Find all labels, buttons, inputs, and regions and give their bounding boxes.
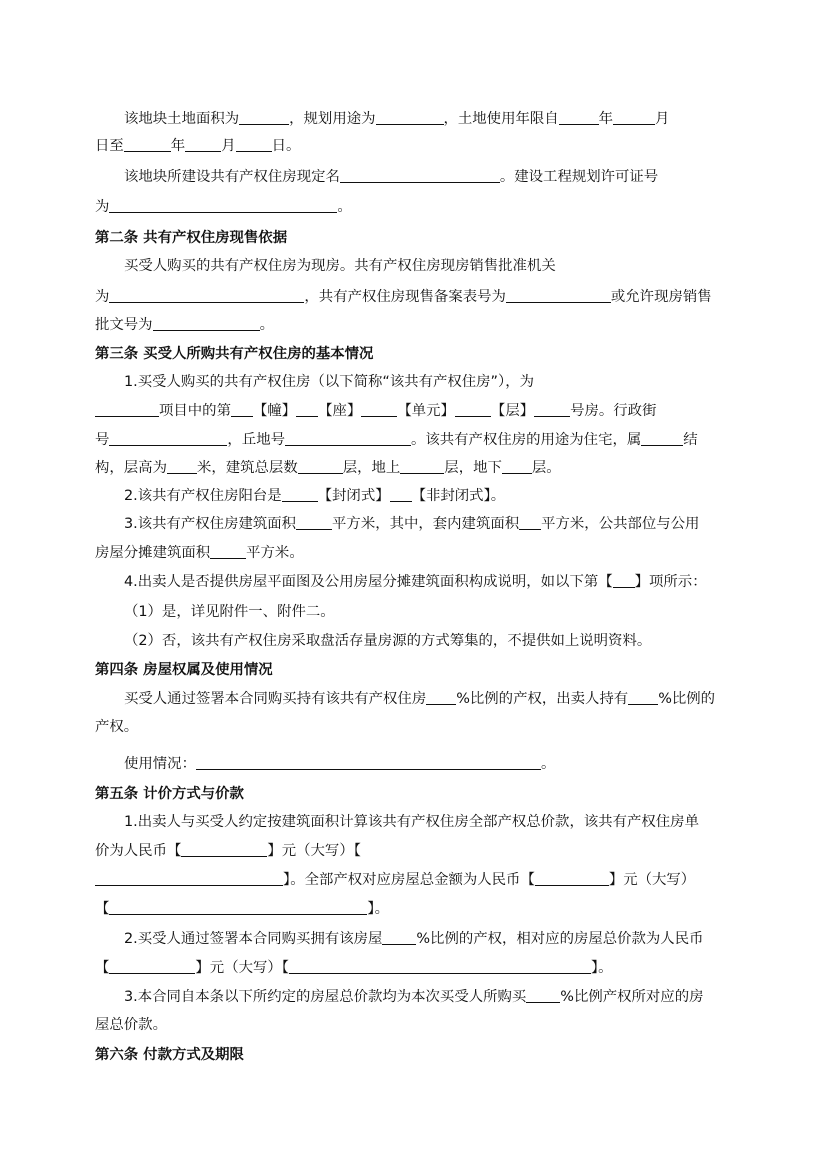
text-segment: 【层】 (490, 403, 535, 419)
fill-in-blank[interactable] (196, 754, 541, 770)
fill-in-blank[interactable] (526, 987, 560, 1003)
text-segment: 2.该共有产权住房阳台是 (124, 488, 282, 504)
fill-in-blank[interactable] (109, 958, 195, 974)
contract-line (95, 1014, 167, 1036)
fill-in-blank[interactable] (390, 486, 412, 502)
fill-in-blank[interactable] (400, 458, 444, 474)
fill-in-blank[interactable] (239, 109, 289, 125)
text-segment: 层。 (531, 460, 561, 476)
fill-in-blank[interactable] (535, 870, 609, 886)
contract-line (124, 571, 707, 593)
text-segment: 月 (221, 138, 236, 154)
text-segment: 产权。 (95, 719, 139, 735)
fill-in-blank[interactable] (124, 136, 171, 152)
text-segment: 构，层高为 (95, 460, 167, 476)
contract-line (95, 716, 138, 738)
fill-in-blank[interactable] (340, 167, 500, 183)
fill-in-blank[interactable] (289, 958, 591, 974)
text-segment: 号 (95, 432, 110, 448)
text-segment: 。 (259, 317, 274, 333)
text-segment: 为 (95, 289, 110, 305)
fill-in-blank[interactable] (109, 899, 367, 915)
text-segment: 1.买受人购买的共有产权住房（以下简称“该共有产权住房”），为 (124, 374, 534, 390)
contract-line (95, 314, 274, 336)
text-segment: 批文号为 (95, 317, 153, 333)
fill-in-blank[interactable] (185, 136, 221, 152)
contract-line (124, 753, 555, 775)
fill-in-blank[interactable] (641, 430, 683, 446)
text-segment: 【非封闭式】。 (411, 488, 506, 504)
fill-in-blank[interactable] (282, 486, 318, 502)
text-segment: 】元（大写）【 (267, 843, 361, 859)
contract-line (95, 840, 361, 862)
text-segment: 年 (170, 138, 186, 154)
text-segment: 该地块土地面积为 (124, 111, 240, 127)
text-segment: 。 (540, 756, 556, 772)
text-segment: 平方米。 (246, 545, 304, 561)
text-segment: %比例的 (658, 691, 716, 707)
text-segment: 。该共有产权住房的用途为住宅，属 (410, 432, 642, 448)
contract-line (124, 811, 699, 833)
text-segment: （1）是，详见附件一、附件二。 (124, 604, 335, 620)
fill-in-blank[interactable] (382, 929, 416, 945)
text-segment: 2.买受人通过签署本合同购买拥有该房屋 (124, 931, 383, 947)
fill-in-blank[interactable] (181, 841, 267, 857)
fill-in-blank[interactable] (519, 514, 541, 530)
text-segment: 第三条 买受人所购共有产权住房的基本情况 (95, 346, 374, 362)
contract-line (95, 898, 389, 920)
text-segment: 房屋分摊建筑面积 (95, 545, 211, 561)
text-segment: 3.该共有产权住房建筑面积 (124, 516, 297, 532)
fill-in-blank[interactable] (296, 514, 332, 530)
contract-line (124, 928, 703, 950)
text-segment: 】。全部产权对应房屋总金额为人民币【 (283, 872, 535, 888)
contract-line (124, 688, 715, 710)
text-segment: ，规划用途为 (289, 111, 376, 127)
fill-in-blank[interactable] (361, 401, 397, 417)
text-segment: 】。 (367, 901, 389, 917)
contract-line (95, 457, 561, 479)
text-segment: 年 (598, 111, 614, 127)
text-segment: 或允许现房销售 (610, 289, 712, 305)
fill-in-blank[interactable] (376, 109, 444, 125)
article-heading (95, 343, 373, 365)
text-segment: 平方米，公共部位与公用 (541, 516, 700, 532)
text-segment: 】项所示： (634, 574, 707, 590)
text-segment: （2）否，该共有产权住房采取盘活存量房源的方式筹集的，不提供如上说明资料。 (124, 633, 652, 649)
text-segment: 号房。行政街 (570, 403, 657, 419)
text-segment: 月 (655, 111, 670, 127)
text-segment: 【座】 (318, 403, 362, 419)
fill-in-blank[interactable] (109, 287, 304, 303)
text-segment: %比例的产权，相对应的房屋总价款为人民币 (416, 931, 704, 947)
text-segment: 米，建筑总层数 (196, 460, 298, 476)
text-segment: 层，地上 (342, 460, 401, 476)
text-segment: 该地块所建设共有产权住房现定名 (124, 169, 340, 185)
text-segment: 价为人民币【 (95, 843, 182, 859)
text-segment: 4.出卖人是否提供房屋平面图及公用房屋分摊建筑面积构成说明，如以下第【 (124, 574, 613, 590)
text-segment: 第四条 房屋权属及使用情况 (95, 662, 273, 678)
text-segment: 平方米，其中，套内建筑面积 (332, 516, 520, 532)
contract-line (95, 429, 698, 451)
text-segment: 日。 (271, 138, 301, 154)
text-segment: 买受人通过签署本合同购买持有该共有产权住房 (124, 691, 427, 707)
contract-line (124, 601, 335, 623)
contract-line (124, 108, 669, 130)
article-heading (95, 1044, 244, 1066)
text-segment: 使用情况： (124, 756, 196, 772)
fill-in-blank[interactable] (95, 401, 159, 417)
fill-in-blank[interactable] (298, 458, 343, 474)
text-segment: 3.本合同自本条以下所约定的房屋总价款均为本次买受人所购买 (124, 989, 527, 1005)
text-segment: 日至 (95, 138, 124, 154)
fill-in-blank[interactable] (534, 401, 570, 417)
contract-line (95, 957, 613, 979)
text-segment: ，丘地号 (227, 432, 285, 448)
fill-in-blank[interactable] (167, 458, 197, 474)
text-segment: 【封闭式】 (317, 488, 390, 504)
fill-in-blank[interactable] (426, 689, 456, 705)
fill-in-blank[interactable] (95, 870, 283, 886)
text-segment: %比例的产权，出卖人持有 (456, 691, 629, 707)
fill-in-blank[interactable] (613, 109, 655, 125)
contract-line (124, 371, 534, 393)
fill-in-blank[interactable] (613, 572, 635, 588)
fill-in-blank[interactable] (559, 109, 599, 125)
text-segment: %比例产权所对应的房 (560, 989, 704, 1005)
fill-in-blank[interactable] (285, 430, 411, 446)
text-segment: 第二条 共有产权住房现售依据 (95, 230, 288, 246)
fill-in-blank[interactable] (231, 401, 253, 417)
fill-in-blank[interactable] (153, 315, 260, 331)
contract-line (124, 255, 556, 277)
contract-line (124, 485, 505, 507)
text-segment: 】。 (590, 960, 613, 976)
fill-in-blank[interactable] (628, 689, 658, 705)
contract-line (124, 513, 699, 535)
text-segment: 【 (95, 901, 110, 917)
contract-line (124, 166, 658, 188)
text-segment: 第五条 计价方式与价款 (95, 786, 244, 802)
text-segment: 层，地下 (444, 460, 502, 476)
article-heading (95, 227, 287, 249)
text-segment: 第六条 付款方式及期限 (95, 1047, 244, 1063)
text-segment: 屋总价款。 (95, 1017, 167, 1033)
text-segment: 项目中的第 (159, 403, 231, 419)
fill-in-blank[interactable] (455, 401, 491, 417)
contract-line (124, 986, 703, 1008)
contract-line (95, 869, 695, 891)
contract-line (95, 286, 712, 308)
text-segment: 为 (95, 199, 110, 215)
text-segment: 。 (337, 199, 352, 215)
text-segment: 【幢】 (252, 403, 297, 419)
text-segment: 【 (95, 960, 110, 976)
contract-line (124, 630, 651, 652)
text-segment: 1.出卖人与买受人约定按建筑面积计算该共有产权住房全部产权总价款，该共有产权住房单 (124, 814, 699, 830)
text-segment: 结 (683, 432, 698, 448)
fill-in-blank[interactable] (296, 401, 318, 417)
text-segment: ，土地使用年限自 (443, 111, 559, 127)
article-heading (95, 659, 273, 681)
text-segment: ，共有产权住房现售备案表号为 (304, 289, 506, 305)
text-segment: 】元（大写） (608, 872, 696, 888)
article-heading (95, 783, 244, 805)
contract-line (95, 542, 304, 564)
fill-in-blank[interactable] (506, 287, 611, 303)
contract-line (95, 135, 300, 157)
fill-in-blank[interactable] (236, 136, 272, 152)
fill-in-blank[interactable] (109, 430, 227, 446)
contract-line (95, 400, 656, 422)
text-segment: 。建设工程规划许可证号 (499, 169, 659, 185)
fill-in-blank[interactable] (210, 543, 246, 559)
fill-in-blank[interactable] (109, 197, 337, 213)
text-segment: 【单元】 (397, 403, 455, 419)
fill-in-blank[interactable] (502, 458, 532, 474)
text-segment: 买受人购买的共有产权住房为现房。共有产权住房现房销售批准机关 (124, 258, 556, 274)
contract-line (95, 196, 352, 218)
text-segment: 】元（大写）【 (195, 960, 289, 976)
